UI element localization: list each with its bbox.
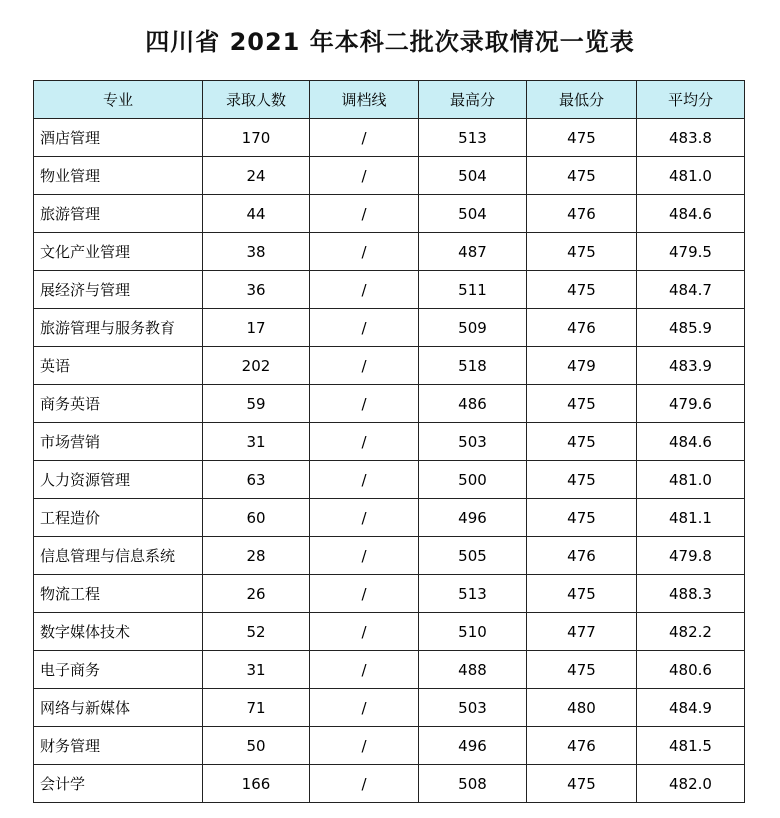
cell-cutoff-line: / xyxy=(310,347,419,385)
cell-avg-score: 488.3 xyxy=(637,575,745,613)
cell-max-score: 504 xyxy=(419,195,527,233)
header-admitted-count: 录取人数 xyxy=(203,81,310,119)
cell-avg-score: 484.7 xyxy=(637,271,745,309)
table-row xyxy=(34,347,745,385)
cell-max-score: 513 xyxy=(419,119,527,157)
cell-avg-score: 484.6 xyxy=(637,423,745,461)
cell-major: 物业管理 xyxy=(34,157,203,195)
cell-cutoff-line: / xyxy=(310,309,419,347)
table-row xyxy=(34,727,745,765)
cell-min-score: 475 xyxy=(527,461,637,499)
cell-major: 电子商务 xyxy=(34,651,203,689)
cell-min-score: 475 xyxy=(527,119,637,157)
cell-admitted-count: 60 xyxy=(203,499,310,537)
cell-avg-score: 481.0 xyxy=(637,461,745,499)
cell-admitted-count: 50 xyxy=(203,727,310,765)
cell-max-score: 505 xyxy=(419,537,527,575)
table-row xyxy=(34,613,745,651)
table-row xyxy=(34,385,745,423)
cell-min-score: 479 xyxy=(527,347,637,385)
cell-max-score: 487 xyxy=(419,233,527,271)
table-body xyxy=(34,119,745,803)
cell-cutoff-line: / xyxy=(310,119,419,157)
cell-major: 信息管理与信息系统 xyxy=(34,537,203,575)
cell-min-score: 477 xyxy=(527,613,637,651)
cell-min-score: 475 xyxy=(527,271,637,309)
cell-major: 人力资源管理 xyxy=(34,461,203,499)
cell-major: 英语 xyxy=(34,347,203,385)
cell-min-score: 475 xyxy=(527,233,637,271)
table-row xyxy=(34,765,745,803)
cell-min-score: 476 xyxy=(527,537,637,575)
cell-max-score: 500 xyxy=(419,461,527,499)
cell-max-score: 496 xyxy=(419,499,527,537)
cell-admitted-count: 31 xyxy=(203,651,310,689)
cell-max-score: 496 xyxy=(419,727,527,765)
cell-cutoff-line: / xyxy=(310,157,419,195)
cell-min-score: 476 xyxy=(527,195,637,233)
cell-admitted-count: 59 xyxy=(203,385,310,423)
table-row xyxy=(34,233,745,271)
cell-admitted-count: 202 xyxy=(203,347,310,385)
cell-major: 商务英语 xyxy=(34,385,203,423)
cell-avg-score: 482.2 xyxy=(637,613,745,651)
cell-major: 市场营销 xyxy=(34,423,203,461)
cell-min-score: 475 xyxy=(527,651,637,689)
cell-cutoff-line: / xyxy=(310,195,419,233)
cell-avg-score: 481.1 xyxy=(637,499,745,537)
cell-max-score: 508 xyxy=(419,765,527,803)
cell-cutoff-line: / xyxy=(310,385,419,423)
cell-avg-score: 484.9 xyxy=(637,689,745,727)
cell-cutoff-line: / xyxy=(310,651,419,689)
cell-major: 网络与新媒体 xyxy=(34,689,203,727)
cell-avg-score: 479.6 xyxy=(637,385,745,423)
table-header-row xyxy=(34,81,745,119)
table-row xyxy=(34,195,745,233)
cell-admitted-count: 63 xyxy=(203,461,310,499)
cell-max-score: 518 xyxy=(419,347,527,385)
cell-admitted-count: 52 xyxy=(203,613,310,651)
header-min-score: 最低分 xyxy=(527,81,637,119)
cell-cutoff-line: / xyxy=(310,271,419,309)
header-cutoff-line: 调档线 xyxy=(310,81,419,119)
cell-cutoff-line: / xyxy=(310,461,419,499)
cell-avg-score: 479.8 xyxy=(637,537,745,575)
table-row xyxy=(34,119,745,157)
cell-avg-score: 483.9 xyxy=(637,347,745,385)
cell-admitted-count: 38 xyxy=(203,233,310,271)
cell-admitted-count: 28 xyxy=(203,537,310,575)
cell-major: 工程造价 xyxy=(34,499,203,537)
cell-avg-score: 480.6 xyxy=(637,651,745,689)
cell-major: 会计学 xyxy=(34,765,203,803)
cell-admitted-count: 26 xyxy=(203,575,310,613)
cell-max-score: 486 xyxy=(419,385,527,423)
table-row xyxy=(34,309,745,347)
table-row xyxy=(34,423,745,461)
cell-avg-score: 481.0 xyxy=(637,157,745,195)
cell-admitted-count: 31 xyxy=(203,423,310,461)
cell-cutoff-line: / xyxy=(310,689,419,727)
cell-max-score: 503 xyxy=(419,689,527,727)
cell-min-score: 475 xyxy=(527,765,637,803)
admission-table xyxy=(33,80,745,803)
cell-cutoff-line: / xyxy=(310,537,419,575)
cell-major: 文化产业管理 xyxy=(34,233,203,271)
cell-admitted-count: 24 xyxy=(203,157,310,195)
cell-admitted-count: 170 xyxy=(203,119,310,157)
cell-major: 数字媒体技术 xyxy=(34,613,203,651)
cell-cutoff-line: / xyxy=(310,423,419,461)
table-row xyxy=(34,651,745,689)
cell-major: 酒店管理 xyxy=(34,119,203,157)
cell-admitted-count: 36 xyxy=(203,271,310,309)
header-max-score: 最高分 xyxy=(419,81,527,119)
cell-min-score: 476 xyxy=(527,309,637,347)
table-row xyxy=(34,689,745,727)
table-row xyxy=(34,461,745,499)
cell-major: 财务管理 xyxy=(34,727,203,765)
cell-major: 展经济与管理 xyxy=(34,271,203,309)
cell-avg-score: 485.9 xyxy=(637,309,745,347)
cell-min-score: 475 xyxy=(527,423,637,461)
cell-max-score: 513 xyxy=(419,575,527,613)
table-row xyxy=(34,271,745,309)
cell-max-score: 503 xyxy=(419,423,527,461)
cell-avg-score: 483.8 xyxy=(637,119,745,157)
cell-max-score: 510 xyxy=(419,613,527,651)
cell-admitted-count: 166 xyxy=(203,765,310,803)
cell-cutoff-line: / xyxy=(310,765,419,803)
cell-min-score: 475 xyxy=(527,157,637,195)
cell-major: 旅游管理 xyxy=(34,195,203,233)
cell-min-score: 475 xyxy=(527,575,637,613)
cell-major: 物流工程 xyxy=(34,575,203,613)
cell-cutoff-line: / xyxy=(310,613,419,651)
cell-max-score: 511 xyxy=(419,271,527,309)
table-row xyxy=(34,499,745,537)
header-major: 专业 xyxy=(34,81,203,119)
cell-admitted-count: 44 xyxy=(203,195,310,233)
cell-admitted-count: 71 xyxy=(203,689,310,727)
cell-min-score: 480 xyxy=(527,689,637,727)
cell-cutoff-line: / xyxy=(310,727,419,765)
cell-cutoff-line: / xyxy=(310,499,419,537)
cell-major: 旅游管理与服务教育 xyxy=(34,309,203,347)
cell-avg-score: 479.5 xyxy=(637,233,745,271)
cell-cutoff-line: / xyxy=(310,233,419,271)
page-title: 四川省 2021 年本科二批次录取情况一览表 xyxy=(145,28,635,56)
table-row xyxy=(34,537,745,575)
table-row xyxy=(34,575,745,613)
cell-max-score: 504 xyxy=(419,157,527,195)
header-avg-score: 平均分 xyxy=(637,81,745,119)
cell-avg-score: 481.5 xyxy=(637,727,745,765)
cell-min-score: 475 xyxy=(527,499,637,537)
table-row xyxy=(34,157,745,195)
cell-max-score: 509 xyxy=(419,309,527,347)
cell-max-score: 488 xyxy=(419,651,527,689)
cell-min-score: 475 xyxy=(527,385,637,423)
cell-min-score: 476 xyxy=(527,727,637,765)
cell-admitted-count: 17 xyxy=(203,309,310,347)
cell-avg-score: 482.0 xyxy=(637,765,745,803)
cell-cutoff-line: / xyxy=(310,575,419,613)
cell-avg-score: 484.6 xyxy=(637,195,745,233)
